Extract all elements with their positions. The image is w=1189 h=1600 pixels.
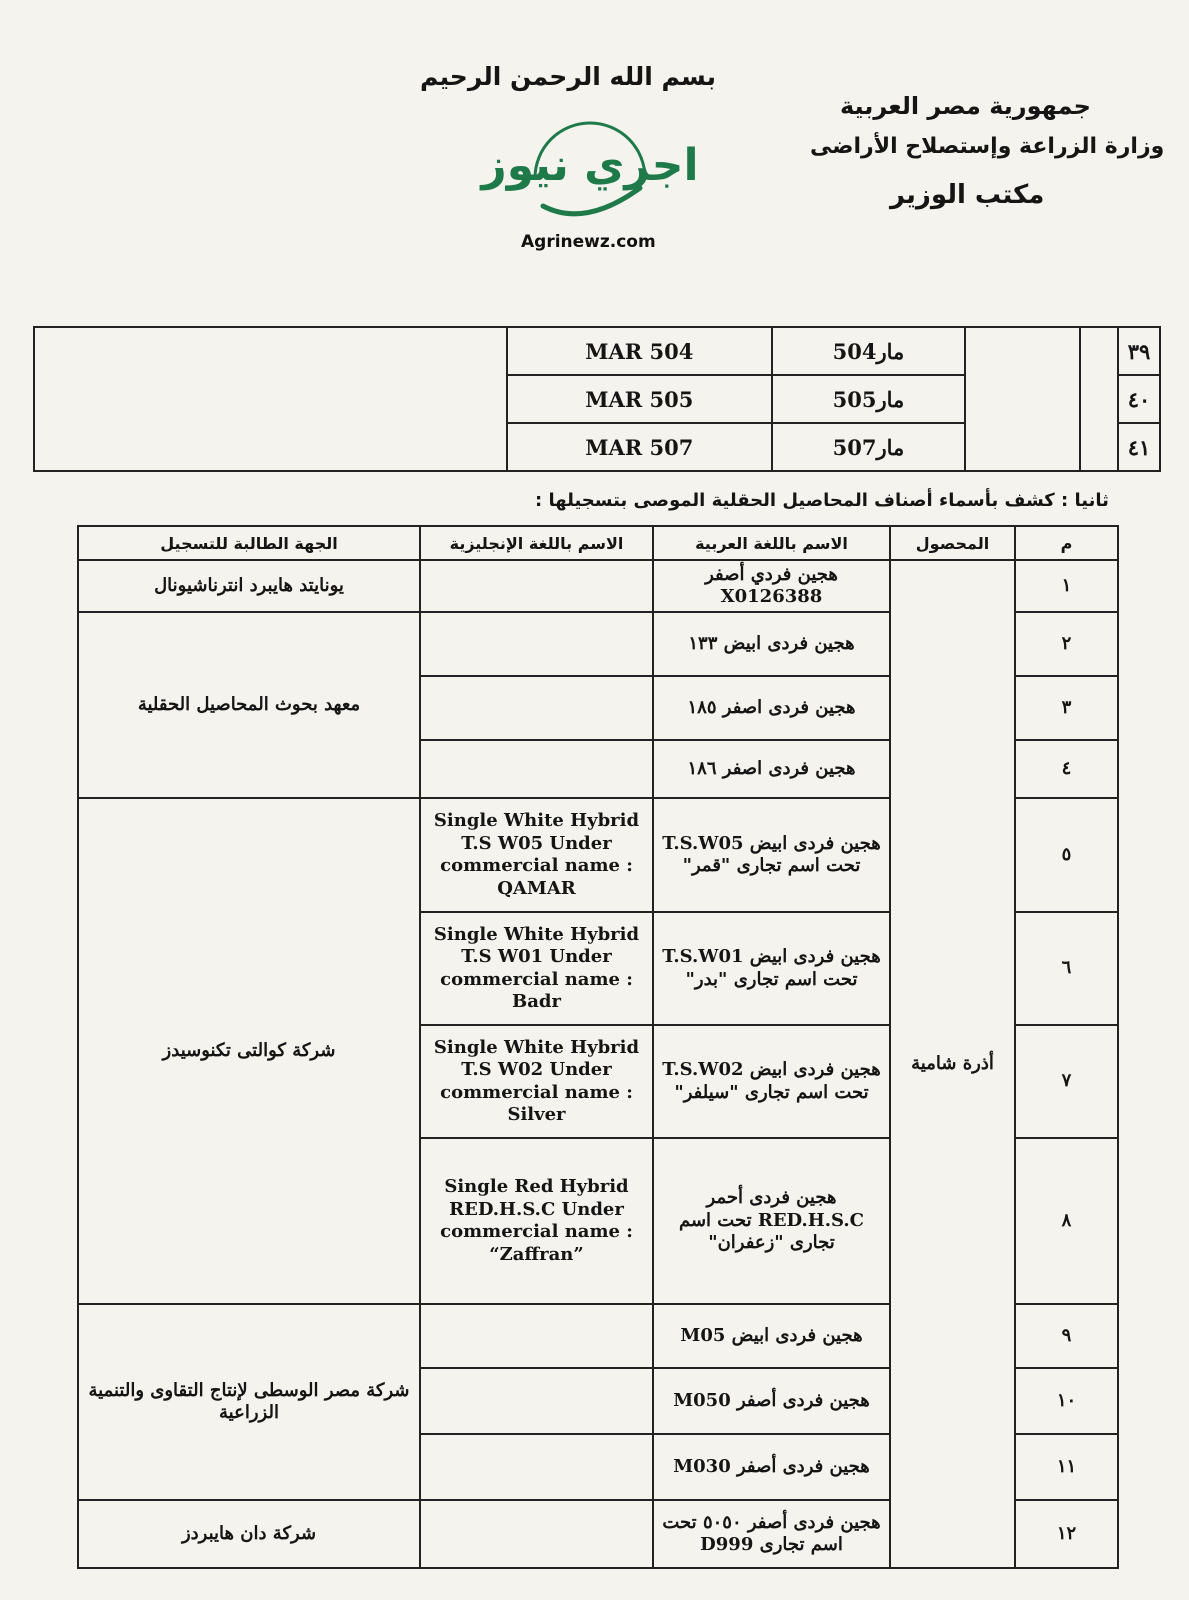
arabic-name: هجين فردي أصفر X0126388 [653, 560, 890, 612]
arabic-name: هجين فردى ابيض T.S.W01 تحت اسم تجارى "بدر" [653, 912, 890, 1025]
arabic-name: هجين فردى أصفر M030 [653, 1434, 890, 1500]
english-name: MAR 505 [507, 375, 772, 423]
applicant: معهد بحوث المحاصيل الحقلية [78, 612, 420, 798]
basmala: بسم الله الرحمن الرحيم [420, 62, 716, 91]
row-number: ٢ [1015, 612, 1118, 676]
empty-cell [34, 327, 507, 471]
english-name [420, 676, 653, 740]
section-title: ثانيا : كشف بأسماء أصناف المحاصيل الحقلية الموصى بتسجيلها : [535, 490, 1109, 511]
empty-cell [1080, 327, 1118, 471]
agrinewz-logo-icon [481, 118, 699, 248]
english-name: Single Red Hybrid RED.H.S.C Under commercial name : “Zaffran” [420, 1138, 653, 1304]
english-name: MAR 504 [507, 327, 772, 375]
crop-name: أذرة شامية [890, 560, 1015, 1568]
col-applicant: الجهة الطالبة للتسجيل [78, 526, 420, 560]
english-name: Single White Hybrid T.S W01 Under commercial name : Badr [420, 912, 653, 1025]
arabic-name: مار505 [772, 375, 966, 423]
english-name [420, 1434, 653, 1500]
continuation-table [33, 326, 1161, 472]
arabic-name: مار507 [772, 423, 966, 471]
row-number: ٨ [1015, 1138, 1118, 1304]
english-name [420, 560, 653, 612]
table-header-row [78, 526, 1118, 560]
col-crop: المحصول [890, 526, 1015, 560]
row-number: ٤ [1015, 740, 1118, 798]
applicant: شركة كوالتى تكنوسيدز [78, 798, 420, 1304]
table-row [78, 560, 1118, 612]
applicant: شركة مصر الوسطى لإنتاج التقاوى والتنمية الزراعية [78, 1304, 420, 1500]
arabic-name: هجين فردى ابيض T.S.W05 تحت اسم تجارى "قمر" [653, 798, 890, 912]
english-name [420, 612, 653, 676]
arabic-name: هجين فردى ابيض ١٣٣ [653, 612, 890, 676]
varieties-table [77, 525, 1119, 1569]
col-english: الاسم باللغة الإنجليزية [420, 526, 653, 560]
arabic-name: هجين فردى ابيض T.S.W02 تحت اسم تجارى "سيلفر" [653, 1025, 890, 1138]
logo-url: Agrinewz.com [521, 232, 656, 252]
row-number: ٦ [1015, 912, 1118, 1025]
arabic-name: هجين فردى ابيض M05 [653, 1304, 890, 1368]
english-name [420, 740, 653, 798]
row-number: ٤١ [1118, 423, 1160, 471]
row-number: ٥ [1015, 798, 1118, 912]
col-num: م [1015, 526, 1118, 560]
applicant: شركة دان هايبردز [78, 1500, 420, 1568]
office-name: مكتب الوزير [890, 180, 1045, 210]
arabic-name: هجين فردى اصفر ١٨٦ [653, 740, 890, 798]
country-name: جمهورية مصر العربية [840, 92, 1091, 120]
row-number: ٧ [1015, 1025, 1118, 1138]
row-number: ١١ [1015, 1434, 1118, 1500]
arabic-name: هجين فردى اصفر ١٨٥ [653, 676, 890, 740]
row-number: ٤٠ [1118, 375, 1160, 423]
row-number: ١٢ [1015, 1500, 1118, 1568]
arabic-name: هجين فردى أصفر ٥٠٥٠ تحت اسم تجارى D999 [653, 1500, 890, 1568]
row-number: ٣ [1015, 676, 1118, 740]
arabic-name: مار504 [772, 327, 966, 375]
english-name [420, 1500, 653, 1568]
logo-text: اجري نيوز [481, 140, 699, 191]
english-name [420, 1368, 653, 1434]
english-name: Single White Hybrid T.S W05 Under commercial name : QAMAR [420, 798, 653, 912]
english-name: MAR 507 [507, 423, 772, 471]
arabic-name: هجين فردى أحمر RED.H.S.C تحت اسم تجارى "زعفران" [653, 1138, 890, 1304]
english-name: Single White Hybrid T.S W02 Under commercial name : Silver [420, 1025, 653, 1138]
ministry-name: وزارة الزراعة وإستصلاح الأراضى [810, 134, 1165, 159]
row-number: ١٠ [1015, 1368, 1118, 1434]
row-number: ٩ [1015, 1304, 1118, 1368]
applicant: يونايتد هايبرد انترناشيونال [78, 560, 420, 612]
table-row [34, 327, 1160, 375]
row-number: ٣٩ [1118, 327, 1160, 375]
arabic-name: هجين فردى أصفر M050 [653, 1368, 890, 1434]
row-number: ١ [1015, 560, 1118, 612]
empty-cell [965, 327, 1080, 471]
col-arabic: الاسم باللغة العربية [653, 526, 890, 560]
english-name [420, 1304, 653, 1368]
